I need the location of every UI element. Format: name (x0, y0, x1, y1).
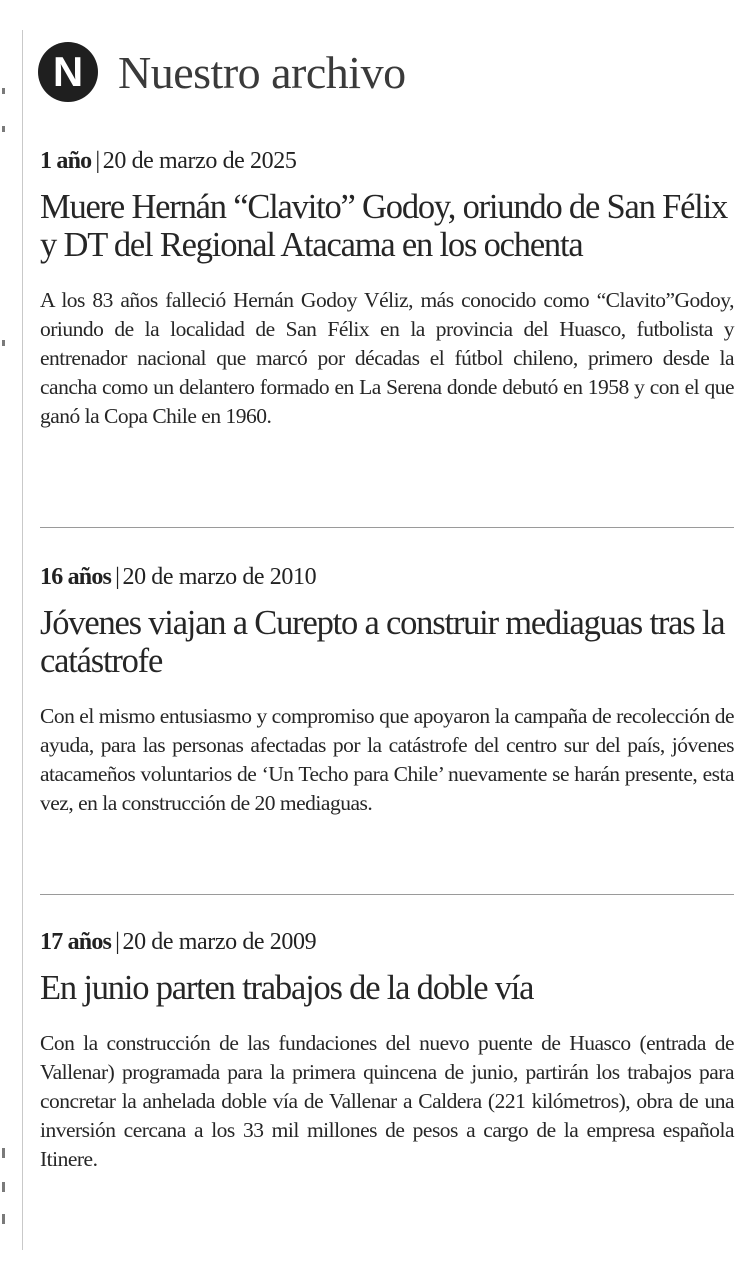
article-headline: En junio parten trabajos de la doble vía (40, 969, 534, 1007)
meta-separator: | (115, 929, 120, 955)
archive-article-2 (40, 562, 734, 818)
column-rule (22, 30, 23, 1250)
edge-artifact (2, 88, 5, 94)
years-ago-label: 1 año (40, 148, 92, 174)
edge-artifact (2, 126, 5, 132)
article-body: Con la construcción de las fundaciones del nuevo puente de Huasco (entrada de Vallenar) programada para la primera quincena de junio, partirán los trabajos para concretar la anhelada doble vía de Vallenar a Caldera (221 kilómetros), obra de una inversión cercana a los 33 mil millones de pesos a cargo de la empresa española Itinere. (40, 1031, 734, 1171)
article-headline: Jóvenes viajan a Curepto a construir mediaguas tras la catástrofe (40, 604, 725, 680)
edge-artifact (2, 340, 5, 346)
edge-artifact (2, 1148, 5, 1158)
section-logo-badge: N (38, 42, 98, 102)
section-header (38, 40, 406, 104)
article-divider (40, 527, 734, 528)
article-meta (40, 927, 734, 957)
section-title: Nuestro archivo (118, 46, 406, 98)
meta-separator: | (115, 564, 120, 590)
article-meta (40, 146, 734, 176)
article-body: Con el mismo entusiasmo y compromiso que apoyaron la campaña de recolección de ayuda, para las personas afectadas por la catástrofe del centro sur del país, jóvenes atacameños voluntarios de ‘Un Techo para Chile’ nuevamente se harán presente, esta vez, en la construcción de 20 mediaguas. (40, 704, 734, 815)
article-date: 20 de marzo de 2009 (122, 929, 317, 955)
meta-separator: | (95, 148, 100, 174)
years-ago-label: 16 años (40, 564, 112, 590)
edge-artifact (2, 1214, 5, 1224)
edge-artifact (2, 1182, 5, 1192)
archive-article-1 (40, 146, 734, 431)
article-date: 20 de marzo de 2025 (102, 148, 297, 174)
article-body: A los 83 años falleció Hernán Godoy Véliz, más conocido como “Clavito”Godoy, oriundo de la localidad de San Félix en la provincia del Huasco, futbolista y entrenador nacional que marcó por décadas el fútbol chileno, primero desde la cancha como un delantero formado en La Serena donde debutó en 1958 y con el que ganó la Copa Chile en 1960. (40, 288, 734, 428)
article-headline: Muere Hernán “Clavito” Godoy, oriundo de San Félix y DT del Regional Atacama en los ochenta (40, 188, 728, 264)
years-ago-label: 17 años (40, 929, 112, 955)
article-divider (40, 894, 734, 895)
archive-article-3 (40, 927, 734, 1174)
article-date: 20 de marzo de 2010 (122, 564, 317, 590)
article-meta (40, 562, 734, 592)
